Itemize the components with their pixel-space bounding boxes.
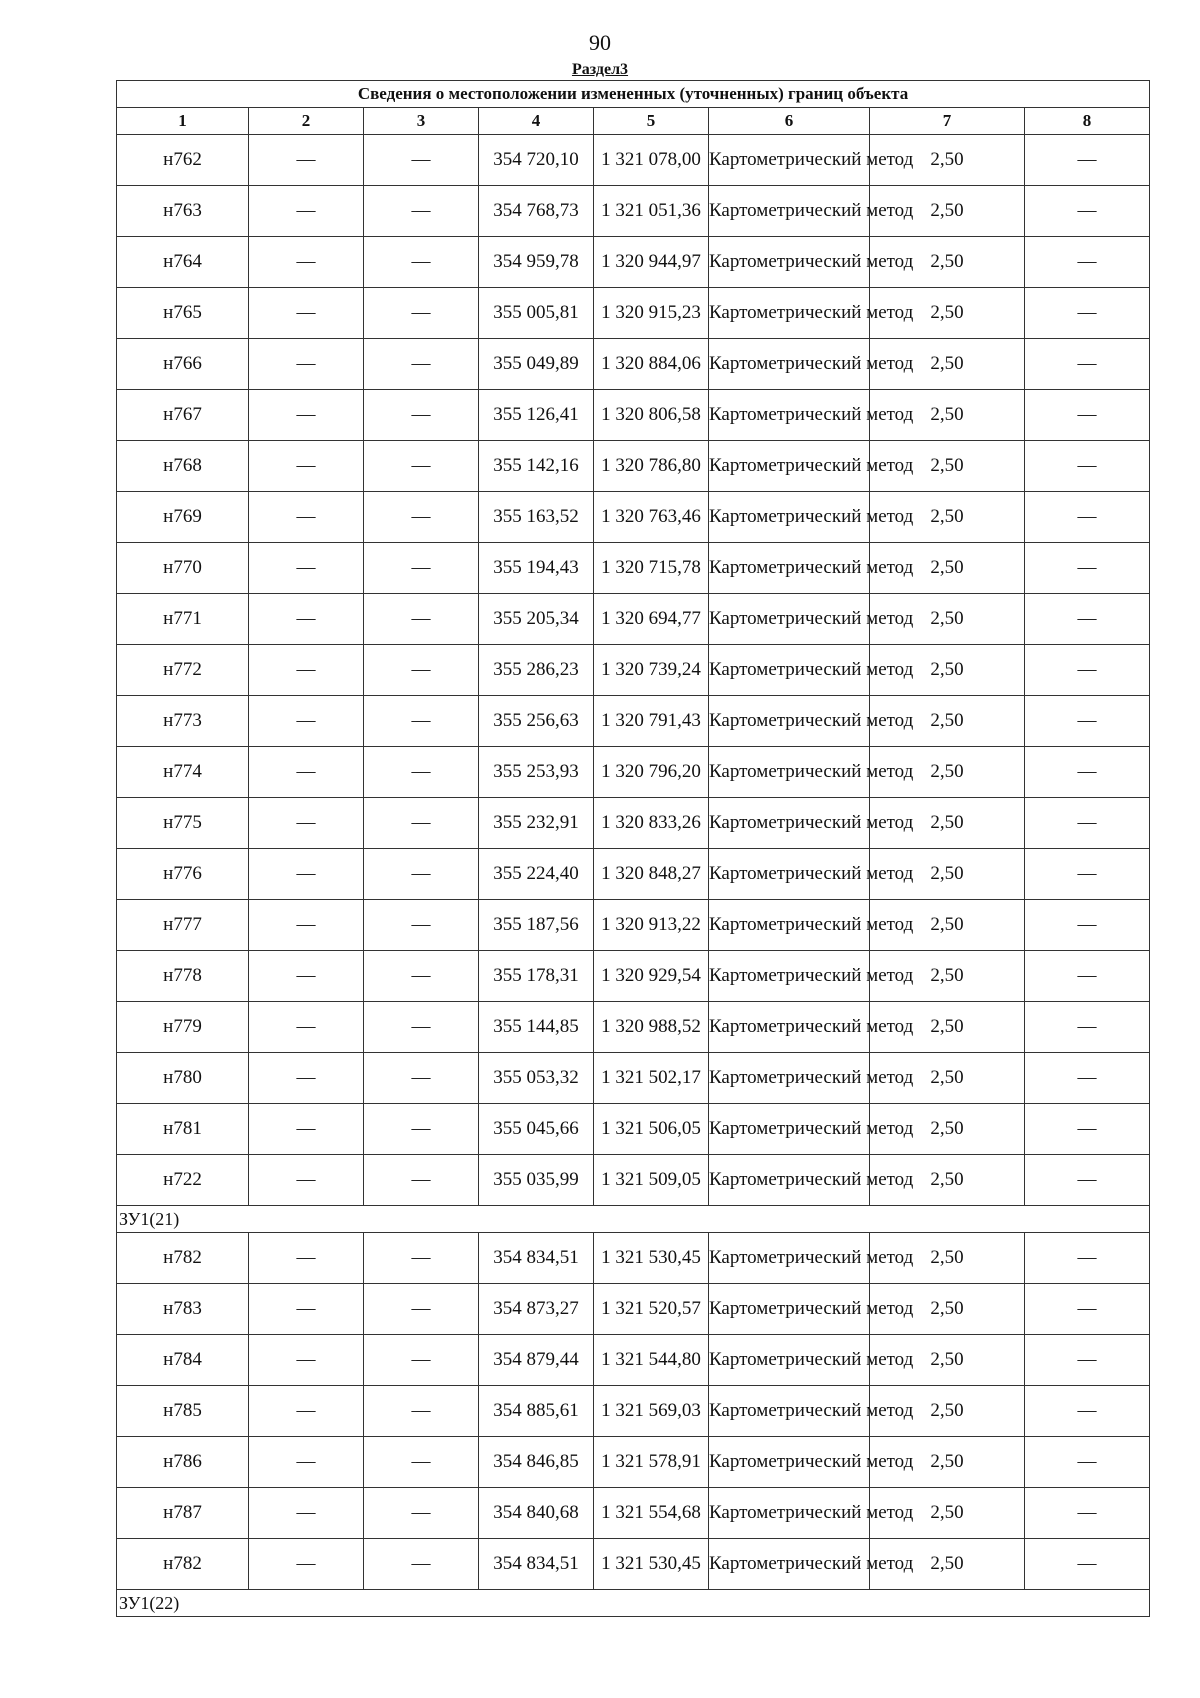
table-row <box>117 237 1150 288</box>
empty-dash-cell: — <box>364 645 479 696</box>
coordinate-x-cell: 355 253,93 <box>479 747 594 798</box>
empty-dash-cell: — <box>1025 390 1150 441</box>
method-cell: Картометрический метод <box>709 1104 870 1155</box>
empty-dash-cell: — <box>364 594 479 645</box>
coordinate-y-cell: 1 320 913,22 <box>594 900 709 951</box>
method-cell: Картометрический метод <box>709 1386 870 1437</box>
empty-dash-cell: — <box>249 288 364 339</box>
point-name-cell: н769 <box>117 492 249 543</box>
coordinate-y-cell: 1 320 915,23 <box>594 288 709 339</box>
point-name-cell: н772 <box>117 645 249 696</box>
empty-dash-cell: — <box>249 1488 364 1539</box>
accuracy-cell: 2,50 <box>870 1488 1025 1539</box>
coordinate-x-cell: 355 194,43 <box>479 543 594 594</box>
table-row <box>117 1335 1150 1386</box>
coordinate-x-cell: 355 224,40 <box>479 849 594 900</box>
accuracy-cell: 2,50 <box>870 645 1025 696</box>
accuracy-cell: 2,50 <box>870 696 1025 747</box>
method-cell: Картометрический метод <box>709 237 870 288</box>
accuracy-cell: 2,50 <box>870 1233 1025 1284</box>
coordinate-y-cell: 1 320 694,77 <box>594 594 709 645</box>
method-cell: Картометрический метод <box>709 1155 870 1206</box>
method-cell: Картометрический метод <box>709 135 870 186</box>
empty-dash-cell: — <box>364 1437 479 1488</box>
accuracy-cell: 2,50 <box>870 1284 1025 1335</box>
empty-dash-cell: — <box>1025 135 1150 186</box>
method-cell: Картометрический метод <box>709 1284 870 1335</box>
empty-dash-cell: — <box>364 798 479 849</box>
point-name-cell: н783 <box>117 1284 249 1335</box>
accuracy-cell: 2,50 <box>870 1053 1025 1104</box>
empty-dash-cell: — <box>364 1488 479 1539</box>
coordinate-y-cell: 1 320 944,97 <box>594 237 709 288</box>
empty-dash-cell: — <box>1025 1437 1150 1488</box>
group-header-row <box>117 1590 1150 1617</box>
coordinate-x-cell: 355 178,31 <box>479 951 594 1002</box>
point-name-cell: н775 <box>117 798 249 849</box>
coordinate-y-cell: 1 320 786,80 <box>594 441 709 492</box>
coordinate-x-cell: 354 834,51 <box>479 1539 594 1590</box>
table-row <box>117 1233 1150 1284</box>
method-cell: Картометрический метод <box>709 849 870 900</box>
point-name-cell: н777 <box>117 900 249 951</box>
empty-dash-cell: — <box>249 237 364 288</box>
empty-dash-cell: — <box>249 798 364 849</box>
group-label: ЗУ1(21) <box>117 1206 1150 1233</box>
accuracy-cell: 2,50 <box>870 951 1025 1002</box>
empty-dash-cell: — <box>1025 1335 1150 1386</box>
coordinate-y-cell: 1 320 848,27 <box>594 849 709 900</box>
coordinate-y-cell: 1 321 078,00 <box>594 135 709 186</box>
method-cell: Картометрический метод <box>709 492 870 543</box>
coordinate-x-cell: 355 045,66 <box>479 1104 594 1155</box>
empty-dash-cell: — <box>249 645 364 696</box>
table-caption: Сведения о местоположении измененных (уточненных) границ объекта <box>117 81 1150 108</box>
accuracy-cell: 2,50 <box>870 1002 1025 1053</box>
table-row <box>117 900 1150 951</box>
empty-dash-cell: — <box>1025 900 1150 951</box>
point-name-cell: н784 <box>117 1335 249 1386</box>
table-row <box>117 135 1150 186</box>
empty-dash-cell: — <box>249 1155 364 1206</box>
point-name-cell: н782 <box>117 1539 249 1590</box>
empty-dash-cell: — <box>249 492 364 543</box>
point-name-cell: н771 <box>117 594 249 645</box>
empty-dash-cell: — <box>249 1233 364 1284</box>
coordinate-y-cell: 1 321 051,36 <box>594 186 709 237</box>
table-row <box>117 1002 1150 1053</box>
empty-dash-cell: — <box>364 288 479 339</box>
empty-dash-cell: — <box>1025 441 1150 492</box>
empty-dash-cell: — <box>249 747 364 798</box>
method-cell: Картометрический метод <box>709 390 870 441</box>
table-row <box>117 951 1150 1002</box>
method-cell: Картометрический метод <box>709 1335 870 1386</box>
coordinate-y-cell: 1 321 578,91 <box>594 1437 709 1488</box>
point-name-cell: н766 <box>117 339 249 390</box>
coordinate-x-cell: 355 126,41 <box>479 390 594 441</box>
empty-dash-cell: — <box>1025 492 1150 543</box>
empty-dash-cell: — <box>249 135 364 186</box>
table-row <box>117 645 1150 696</box>
coordinate-x-cell: 355 232,91 <box>479 798 594 849</box>
empty-dash-cell: — <box>1025 1539 1150 1590</box>
empty-dash-cell: — <box>1025 747 1150 798</box>
empty-dash-cell: — <box>364 339 479 390</box>
accuracy-cell: 2,50 <box>870 798 1025 849</box>
coordinate-y-cell: 1 321 554,68 <box>594 1488 709 1539</box>
coordinate-x-cell: 355 256,63 <box>479 696 594 747</box>
table-row <box>117 1104 1150 1155</box>
method-cell: Картометрический метод <box>709 951 870 1002</box>
empty-dash-cell: — <box>364 1284 479 1335</box>
table-row <box>117 1053 1150 1104</box>
column-number: 4 <box>479 108 594 135</box>
table-body <box>117 81 1150 1617</box>
table-row <box>117 492 1150 543</box>
group-label: ЗУ1(22) <box>117 1590 1150 1617</box>
empty-dash-cell: — <box>1025 645 1150 696</box>
page-number: 90 <box>589 30 611 55</box>
accuracy-cell: 2,50 <box>870 390 1025 441</box>
table-row <box>117 747 1150 798</box>
coordinate-y-cell: 1 320 833,26 <box>594 798 709 849</box>
accuracy-cell: 2,50 <box>870 1386 1025 1437</box>
empty-dash-cell: — <box>364 543 479 594</box>
coordinate-y-cell: 1 320 929,54 <box>594 951 709 1002</box>
coordinate-y-cell: 1 321 509,05 <box>594 1155 709 1206</box>
point-name-cell: н767 <box>117 390 249 441</box>
table-row <box>117 1437 1150 1488</box>
point-name-cell: н765 <box>117 288 249 339</box>
method-cell: Картометрический метод <box>709 1053 870 1104</box>
empty-dash-cell: — <box>1025 798 1150 849</box>
empty-dash-cell: — <box>364 951 479 1002</box>
point-name-cell: н778 <box>117 951 249 1002</box>
empty-dash-cell: — <box>364 1386 479 1437</box>
empty-dash-cell: — <box>249 696 364 747</box>
empty-dash-cell: — <box>1025 594 1150 645</box>
method-cell: Картометрический метод <box>709 1488 870 1539</box>
coordinate-x-cell: 355 005,81 <box>479 288 594 339</box>
point-name-cell: н779 <box>117 1002 249 1053</box>
coordinate-x-cell: 354 959,78 <box>479 237 594 288</box>
table-row <box>117 1539 1150 1590</box>
accuracy-cell: 2,50 <box>870 594 1025 645</box>
table-row <box>117 288 1150 339</box>
coordinate-y-cell: 1 321 530,45 <box>594 1233 709 1284</box>
empty-dash-cell: — <box>249 1437 364 1488</box>
point-name-cell: н722 <box>117 1155 249 1206</box>
table-row <box>117 1155 1150 1206</box>
empty-dash-cell: — <box>1025 339 1150 390</box>
empty-dash-cell: — <box>249 1335 364 1386</box>
coordinate-x-cell: 355 144,85 <box>479 1002 594 1053</box>
empty-dash-cell: — <box>1025 1053 1150 1104</box>
empty-dash-cell: — <box>364 1539 479 1590</box>
accuracy-cell: 2,50 <box>870 339 1025 390</box>
table-row <box>117 798 1150 849</box>
column-number: 5 <box>594 108 709 135</box>
coordinate-x-cell: 354 885,61 <box>479 1386 594 1437</box>
empty-dash-cell: — <box>1025 237 1150 288</box>
point-name-cell: н786 <box>117 1437 249 1488</box>
empty-dash-cell: — <box>364 492 479 543</box>
coordinates-table <box>116 80 1150 1617</box>
empty-dash-cell: — <box>249 390 364 441</box>
point-name-cell: н770 <box>117 543 249 594</box>
accuracy-cell: 2,50 <box>870 747 1025 798</box>
empty-dash-cell: — <box>249 186 364 237</box>
method-cell: Картометрический метод <box>709 543 870 594</box>
coordinate-x-cell: 355 049,89 <box>479 339 594 390</box>
method-cell: Картометрический метод <box>709 645 870 696</box>
accuracy-cell: 2,50 <box>870 186 1025 237</box>
point-name-cell: н782 <box>117 1233 249 1284</box>
coordinate-x-cell: 354 768,73 <box>479 186 594 237</box>
point-name-cell: н773 <box>117 696 249 747</box>
table-row <box>117 849 1150 900</box>
point-name-cell: н776 <box>117 849 249 900</box>
empty-dash-cell: — <box>249 849 364 900</box>
coordinate-y-cell: 1 320 715,78 <box>594 543 709 594</box>
point-name-cell: н780 <box>117 1053 249 1104</box>
point-name-cell: н768 <box>117 441 249 492</box>
coordinate-x-cell: 354 846,85 <box>479 1437 594 1488</box>
point-name-cell: н764 <box>117 237 249 288</box>
coordinate-y-cell: 1 320 796,20 <box>594 747 709 798</box>
method-cell: Картометрический метод <box>709 339 870 390</box>
column-number: 2 <box>249 108 364 135</box>
empty-dash-cell: — <box>364 1155 479 1206</box>
method-cell: Картометрический метод <box>709 1539 870 1590</box>
method-cell: Картометрический метод <box>709 288 870 339</box>
table-row <box>117 390 1150 441</box>
column-number: 3 <box>364 108 479 135</box>
coordinate-x-cell: 354 873,27 <box>479 1284 594 1335</box>
accuracy-cell: 2,50 <box>870 1437 1025 1488</box>
method-cell: Картометрический метод <box>709 1437 870 1488</box>
coordinate-x-cell: 354 720,10 <box>479 135 594 186</box>
table-row <box>117 1386 1150 1437</box>
empty-dash-cell: — <box>249 441 364 492</box>
coordinate-y-cell: 1 321 520,57 <box>594 1284 709 1335</box>
empty-dash-cell: — <box>364 900 479 951</box>
empty-dash-cell: — <box>364 1335 479 1386</box>
empty-dash-cell: — <box>249 900 364 951</box>
table-row <box>117 1488 1150 1539</box>
group-header-row <box>117 1206 1150 1233</box>
method-cell: Картометрический метод <box>709 900 870 951</box>
coordinate-y-cell: 1 320 806,58 <box>594 390 709 441</box>
empty-dash-cell: — <box>1025 543 1150 594</box>
coordinate-x-cell: 355 187,56 <box>479 900 594 951</box>
table-row <box>117 696 1150 747</box>
coordinate-y-cell: 1 320 791,43 <box>594 696 709 747</box>
empty-dash-cell: — <box>249 594 364 645</box>
coordinate-y-cell: 1 320 763,46 <box>594 492 709 543</box>
coordinate-y-cell: 1 321 506,05 <box>594 1104 709 1155</box>
point-name-cell: н774 <box>117 747 249 798</box>
accuracy-cell: 2,50 <box>870 237 1025 288</box>
empty-dash-cell: — <box>1025 696 1150 747</box>
empty-dash-cell: — <box>1025 1233 1150 1284</box>
column-number: 8 <box>1025 108 1150 135</box>
empty-dash-cell: — <box>249 1386 364 1437</box>
empty-dash-cell: — <box>1025 1386 1150 1437</box>
coordinate-x-cell: 355 163,52 <box>479 492 594 543</box>
empty-dash-cell: — <box>1025 1488 1150 1539</box>
accuracy-cell: 2,50 <box>870 492 1025 543</box>
accuracy-cell: 2,50 <box>870 543 1025 594</box>
point-name-cell: н763 <box>117 186 249 237</box>
empty-dash-cell: — <box>1025 951 1150 1002</box>
coordinate-y-cell: 1 321 502,17 <box>594 1053 709 1104</box>
method-cell: Картометрический метод <box>709 441 870 492</box>
point-name-cell: н781 <box>117 1104 249 1155</box>
table-row <box>117 186 1150 237</box>
column-number: 7 <box>870 108 1025 135</box>
method-cell: Картометрический метод <box>709 798 870 849</box>
empty-dash-cell: — <box>249 1002 364 1053</box>
empty-dash-cell: — <box>364 849 479 900</box>
coordinate-x-cell: 355 053,32 <box>479 1053 594 1104</box>
empty-dash-cell: — <box>364 441 479 492</box>
table-row <box>117 543 1150 594</box>
empty-dash-cell: — <box>364 696 479 747</box>
column-number: 1 <box>117 108 249 135</box>
point-name-cell: н785 <box>117 1386 249 1437</box>
point-name-cell: н762 <box>117 135 249 186</box>
empty-dash-cell: — <box>364 1053 479 1104</box>
empty-dash-cell: — <box>364 1233 479 1284</box>
method-cell: Картометрический метод <box>709 747 870 798</box>
method-cell: Картометрический метод <box>709 696 870 747</box>
accuracy-cell: 2,50 <box>870 1104 1025 1155</box>
empty-dash-cell: — <box>249 339 364 390</box>
accuracy-cell: 2,50 <box>870 288 1025 339</box>
method-cell: Картометрический метод <box>709 186 870 237</box>
table-row <box>117 594 1150 645</box>
coordinate-y-cell: 1 320 739,24 <box>594 645 709 696</box>
coordinate-x-cell: 354 840,68 <box>479 1488 594 1539</box>
point-name-cell: н787 <box>117 1488 249 1539</box>
column-number: 6 <box>709 108 870 135</box>
coordinate-y-cell: 1 321 569,03 <box>594 1386 709 1437</box>
empty-dash-cell: — <box>364 747 479 798</box>
coordinate-y-cell: 1 321 530,45 <box>594 1539 709 1590</box>
coordinate-y-cell: 1 320 988,52 <box>594 1002 709 1053</box>
empty-dash-cell: — <box>249 543 364 594</box>
accuracy-cell: 2,50 <box>870 1155 1025 1206</box>
accuracy-cell: 2,50 <box>870 135 1025 186</box>
empty-dash-cell: — <box>1025 288 1150 339</box>
accuracy-cell: 2,50 <box>870 1335 1025 1386</box>
empty-dash-cell: — <box>1025 1284 1150 1335</box>
empty-dash-cell: — <box>249 1053 364 1104</box>
coordinate-x-cell: 354 834,51 <box>479 1233 594 1284</box>
table-row <box>117 441 1150 492</box>
empty-dash-cell: — <box>364 1104 479 1155</box>
accuracy-cell: 2,50 <box>870 1539 1025 1590</box>
method-cell: Картометрический метод <box>709 1233 870 1284</box>
empty-dash-cell: — <box>1025 849 1150 900</box>
table-row <box>117 1284 1150 1335</box>
method-cell: Картометрический метод <box>709 594 870 645</box>
method-cell: Картометрический метод <box>709 1002 870 1053</box>
accuracy-cell: 2,50 <box>870 849 1025 900</box>
table-row <box>117 339 1150 390</box>
empty-dash-cell: — <box>1025 1155 1150 1206</box>
empty-dash-cell: — <box>364 135 479 186</box>
empty-dash-cell: — <box>364 1002 479 1053</box>
empty-dash-cell: — <box>1025 1002 1150 1053</box>
coordinate-x-cell: 355 286,23 <box>479 645 594 696</box>
coordinate-y-cell: 1 321 544,80 <box>594 1335 709 1386</box>
coordinate-x-cell: 355 205,34 <box>479 594 594 645</box>
empty-dash-cell: — <box>364 237 479 288</box>
empty-dash-cell: — <box>364 390 479 441</box>
empty-dash-cell: — <box>249 951 364 1002</box>
empty-dash-cell: — <box>364 186 479 237</box>
coordinate-y-cell: 1 320 884,06 <box>594 339 709 390</box>
empty-dash-cell: — <box>249 1284 364 1335</box>
coordinate-x-cell: 355 035,99 <box>479 1155 594 1206</box>
accuracy-cell: 2,50 <box>870 900 1025 951</box>
accuracy-cell: 2,50 <box>870 441 1025 492</box>
empty-dash-cell: — <box>249 1104 364 1155</box>
empty-dash-cell: — <box>1025 1104 1150 1155</box>
section-title: Раздел3 <box>571 61 629 78</box>
column-number-row <box>117 108 1150 135</box>
coordinate-x-cell: 354 879,44 <box>479 1335 594 1386</box>
empty-dash-cell: — <box>1025 186 1150 237</box>
coordinate-x-cell: 355 142,16 <box>479 441 594 492</box>
empty-dash-cell: — <box>249 1539 364 1590</box>
